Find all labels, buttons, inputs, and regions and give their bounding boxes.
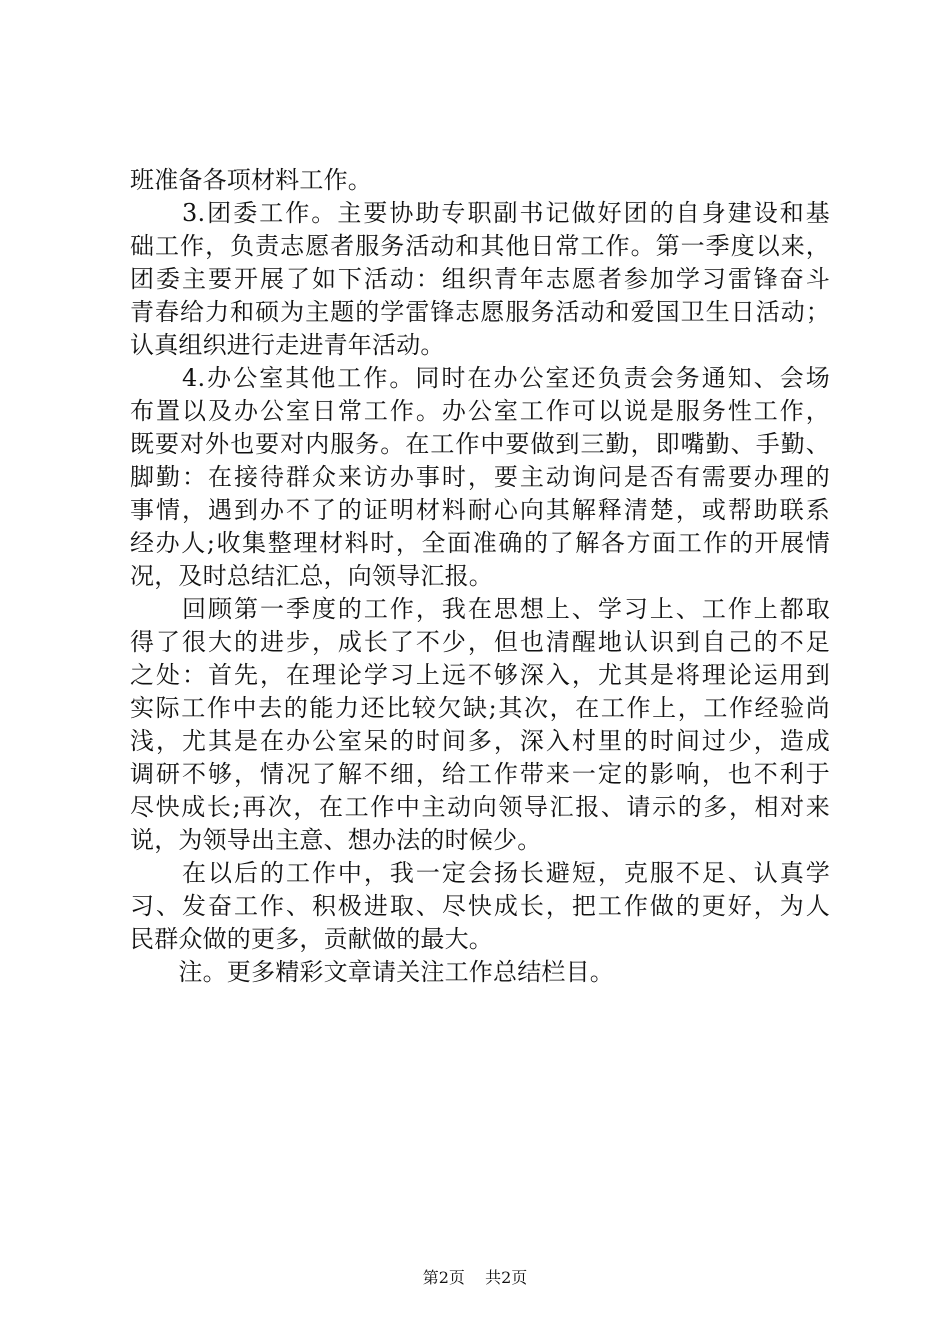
text-line: 习、发奋工作、积极进取、尽快成长，把工作做的更好，为人 [130, 892, 830, 920]
text-line: 民群众做的更多，贡献做的最大。 [130, 925, 493, 953]
text-line: 脚勤：在接待群众来访办事时，要主动询问是否有需要办理的 [130, 463, 830, 491]
text-line: 浅，尤其是在办公室呆的时间多，深入村里的时间过少，造成 [130, 727, 830, 755]
text-line: 青春给力和硕为主题的学雷锋志愿服务活动和爱国卫生日活动； [130, 298, 830, 326]
text-line: 4.办公室其他工作。同时在办公室还负责会务通知、会场 [130, 364, 830, 392]
text-line: 说，为领导出主意、想办法的时候少。 [130, 826, 542, 854]
text-line: 团委主要开展了如下活动：组织青年志愿者参加学习雷锋奋斗 [130, 265, 830, 293]
text-line: 础工作，负责志愿者服务活动和其他日常工作。第一季度以来， [130, 232, 830, 260]
text-line: 布置以及办公室日常工作。办公室工作可以说是服务性工作， [130, 397, 830, 425]
page-footer [0, 1268, 950, 1288]
text-line: 注。更多精彩文章请关注工作总结栏目。 [130, 958, 614, 986]
text-line: 调研不够，情况了解不细，给工作带来一定的影响，也不利于 [130, 760, 830, 788]
text-line: 尽快成长;再次，在工作中主动向领导汇报、请示的多，相对来 [130, 793, 830, 821]
text-line: 况，及时总结汇总，向领导汇报。 [130, 562, 493, 590]
text-line: 3.团委工作。主要协助专职副书记做好团的自身建设和基 [130, 199, 830, 227]
text-line: 在以后的工作中，我一定会扬长避短，克服不足、认真学 [130, 859, 830, 887]
text-line: 事情，遇到办不了的证明材料耐心向其解释清楚，或帮助联系 [130, 496, 830, 524]
document-body [130, 164, 830, 989]
page-number: 第2页 [422, 1268, 465, 1287]
text-line: 经办人;收集整理材料时，全面准确的了解各方面工作的开展情 [130, 529, 830, 557]
text-line: 得了很大的进步，成长了不少，但也清醒地认识到自己的不足 [130, 628, 830, 656]
text-line: 之处：首先，在理论学习上远不够深入，尤其是将理论运用到 [130, 661, 830, 689]
text-line: 班准备各项材料工作。 [130, 166, 372, 194]
text-line: 实际工作中去的能力还比较欠缺;其次，在工作上，工作经验尚 [130, 694, 830, 722]
page-total: 共2页 [485, 1268, 528, 1287]
text-line: 认真组织进行走进青年活动。 [130, 331, 445, 359]
text-line: 回顾第一季度的工作，我在思想上、学习上、工作上都取 [130, 595, 830, 623]
text-line: 既要对外也要对内服务。在工作中要做到三勤，即嘴勤、手勤、 [130, 430, 830, 458]
